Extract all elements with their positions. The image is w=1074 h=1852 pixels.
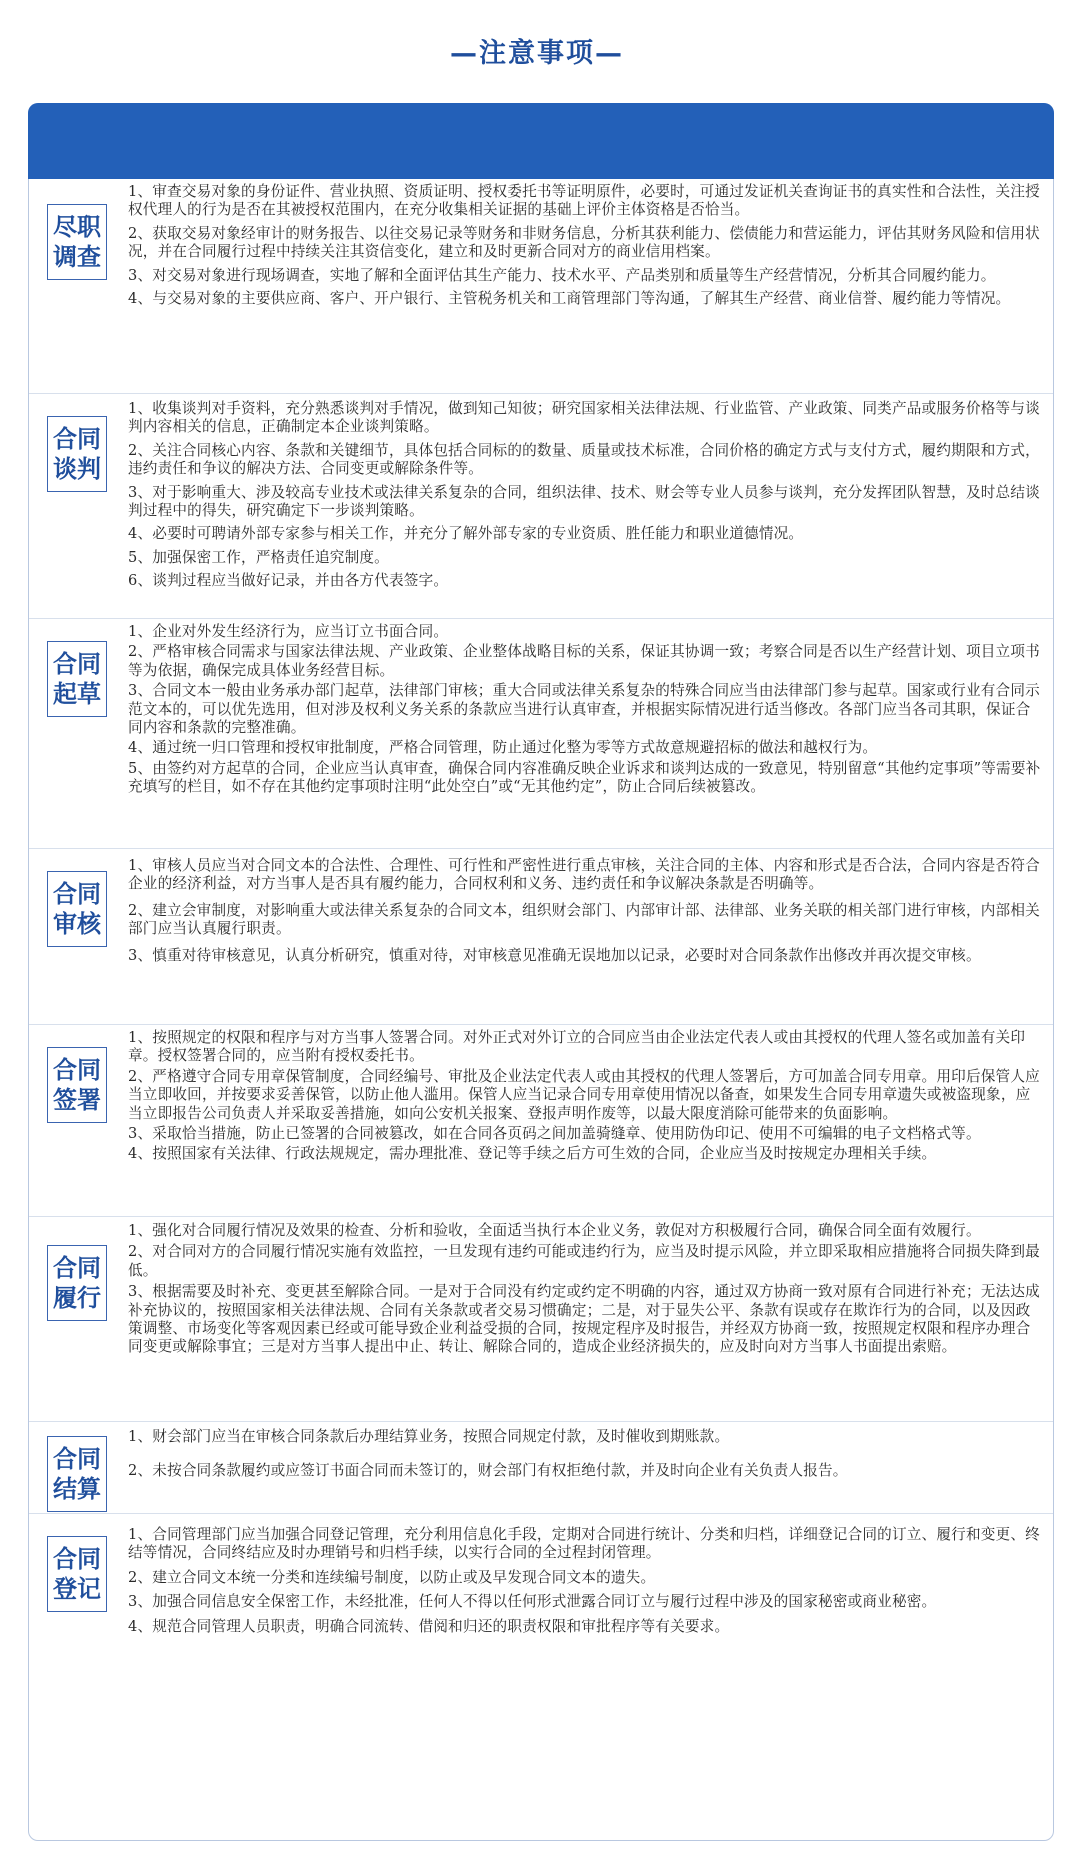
section-items [128, 183, 1045, 313]
page-header [0, 0, 1074, 100]
list-item: 4、与交易对象的主要供应商、客户、开户银行、主管税务机关和工商管理部门等沟通，了解其生产经营、商业信誉、履约能力等情况。 [128, 290, 1011, 308]
section-label: 合同 履行 [47, 1245, 107, 1321]
section-items [128, 1428, 1045, 1486]
section-items [128, 623, 1045, 799]
list-item: 1、合同管理部门应当加强合同登记管理，充分利用信息化手段，定期对合同进行统计、分类和归档，详细登记合同的订立、履行和变更、终结等情况，合同终结应及时办理销号和归档手续，以实行合同的全过程封闭管理。 [128, 1526, 1040, 1562]
section-label: 合同 起草 [47, 641, 107, 717]
section-label: 合同 谈判 [47, 416, 107, 492]
list-item: 4、按照国家有关法律、行政法规规定，需办理批准、登记等手续之后方可生效的合同，企业应当及时按规定办理相关手续。 [128, 1145, 937, 1163]
section-performance [29, 1216, 1053, 1421]
list-item: 1、按照规定的权限和程序与对方当事人签署合同。对外正式对外订立的合同应当由企业法定代表人或由其授权的代理人签名或加盖有关印章。授权签署合同的，应当附有授权委托书。 [128, 1029, 1026, 1065]
list-item: 2、获取交易对象经审计的财务报告、以往交易记录等财务和非财务信息，分析其获利能力、偿债能力和营运能力，评估其财务风险和信用状况，并在合同履行过程中持续关注其资信变化，建立和及时更新合同对方的商业信用档案。 [128, 224, 1040, 261]
list-item: 2、严格审核合同需求与国家法律法规、产业政策、企业整体战略目标的关系，保证其协调一致；考察合同是否以生产经营计划、项目立项书等为依据，确保完成具体业务经营目标。 [128, 643, 1040, 679]
page-title: —注意事项— [450, 37, 624, 69]
list-item: 2、建立会审制度，对影响重大或法律关系复杂的合同文本，组织财会部门、内部审计部、法律部、业务关联的相关部门进行审核，内部相关部门应当认真履行职责。 [128, 901, 1040, 938]
list-item: 2、关注合同核心内容、条款和关键细节，具体包括合同标的的数量、质量或技术标准，合同价格的确定方式与支付方式，履约期限和方式，违约责任和争议的解决方法、合同变更或解除条件等。 [128, 441, 1040, 478]
sections-list [29, 179, 1053, 1709]
section-items [128, 1526, 1045, 1641]
list-item: 5、加强保密工作，严格责任追究制度。 [128, 548, 389, 566]
card-header-bar [28, 103, 1054, 179]
list-item: 1、强化对合同履行情况及效果的检查、分析和验收，全面适当执行本企业义务，敦促对方积极履行合同，确保合同全面有效履行。 [128, 1222, 981, 1239]
list-item: 3、对于影响重大、涉及较高专业技术或法律关系复杂的合同，组织法律、技术、财会等专业人员参与谈判，充分发挥团队智慧，及时总结谈判过程中的得失，研究确定下一步谈判策略。 [128, 483, 1040, 520]
section-review [29, 848, 1053, 1024]
section-label: 合同 登记 [47, 1536, 107, 1612]
section-drafting [29, 618, 1053, 848]
section-items [128, 1029, 1045, 1166]
list-item: 2、对合同对方的合同履行情况实施有效监控，一旦发现有违约可能或违约行为，应当及时提示风险，并立即采取相应措施将合同损失降到最低。 [128, 1243, 1040, 1279]
section-registration [29, 1513, 1053, 1709]
list-item: 3、根据需要及时补充、变更甚至解除合同。一是对于合同没有约定或约定不明确的内容，通过双方协商一致对原有合同进行补充；无法达成补充协议的，按照国家相关法律法规、合同有关条款或者交易习惯确定；二是，对于显失公平、条款有误或存在欺诈行为的合同，以及因政策调整、市场变化等客观因素已经或可能导致企业利益受损的合同，按规定程序及时报告，并经双方协商一致，按照规定权限和程序办理合同变更或解除事宜；三是对方当事人提出中止、转让、解除合同的，造成企业经济损失的，应及时向对方当事人书面提出索赔。 [128, 1283, 1040, 1356]
section-signing [29, 1024, 1053, 1216]
section-label: 合同 签署 [47, 1047, 107, 1123]
list-item: 3、慎重对待审核意见，认真分析研究，慎重对待，对审核意见准确无误地加以记录，必要时对合同条款作出修改并再次提交审核。 [128, 946, 981, 964]
notice-card [28, 103, 1054, 1841]
list-item: 6、谈判过程应当做好记录，并由各方代表签字。 [128, 572, 449, 590]
list-item: 2、严格遵守合同专用章保管制度，合同经编号、审批及企业法定代表人或由其授权的代理人签署后，方可加盖合同专用章。用印后保管人应当立即收回，并按要求妥善保管，以防止他人滥用。保管人应当记录合同专用章使用情况以备查，如果发生合同专用章遗失或被盗现象，应当立即报告公司负责人并采取妥善措施，如向公安机关报案、登报声明作废等，以最大限度消除可能带来的负面影响。 [128, 1067, 1040, 1122]
list-item: 3、对交易对象进行现场调查，实地了解和全面评估其生产能力、技术水平、产品类别和质量等生产经营情况，分析其合同履约能力。 [128, 266, 996, 284]
list-item: 1、审核人员应当对合同文本的合法性、合理性、可行性和严密性进行重点审核，关注合同的主体、内容和形式是否合法，合同内容是否符合企业的经济利益，对方当事人是否具有履约能力，合同权利和义务、违约责任和争议解决条款是否明确等。 [128, 857, 1040, 893]
section-items [128, 1222, 1045, 1362]
list-item: 1、企业对外发生经济行为，应当订立书面合同。 [128, 623, 449, 640]
list-item: 1、收集谈判对手资料，充分熟悉谈判对手情况，做到知己知彼；研究国家相关法律法规、行业监管、产业政策、同类产品或服务价格等与谈判内容相关的信息，正确制定本企业谈判策略。 [128, 400, 1040, 436]
section-label: 尽职 调查 [47, 204, 107, 280]
list-item: 4、通过统一归口管理和授权审批制度，严格合同管理，防止通过化整为零等方式故意规避招标的做法和越权行为。 [128, 739, 878, 757]
list-item: 4、必要时可聘请外部专家参与相关工作，并充分了解外部专家的专业资质、胜任能力和职业道德情况。 [128, 525, 804, 543]
section-settlement [29, 1421, 1053, 1513]
section-items [128, 400, 1045, 596]
section-negotiation [29, 393, 1053, 618]
list-item: 3、采取恰当措施，防止已签署的合同被篡改，如在合同各页码之间加盖骑缝章、使用防伪印记、使用不可编辑的电子文档格式等。 [128, 1125, 981, 1143]
section-due-diligence [29, 179, 1053, 393]
list-item: 3、加强合同信息安全保密工作，未经批准，任何人不得以任何形式泄露合同订立与履行过程中涉及的国家秘密或商业秘密。 [128, 1593, 937, 1611]
section-label: 合同 审核 [47, 871, 107, 947]
list-item: 5、由签约对方起草的合同，企业应当认真审查，确保合同内容准确反映企业诉求和谈判达成的一致意见，特别留意“其他约定事项”等需要补充填写的栏目，如不存在其他约定事项时注明“此处空白”或“无其他约定”，防止合同后续被篡改。 [128, 759, 1041, 796]
list-item: 3、合同文本一般由业务承办部门起草，法律部门审核；重大合同或法律关系复杂的特殊合同应当由法律部门参与起草。国家或行业有合同示范文本的，可以优先选用，但对涉及权利义务关系的条款应当进行认真审查，并根据实际情况进行适当修改。各部门应当各司其职，保证合同内容和条款的完整准确。 [128, 682, 1040, 737]
list-item: 2、未按合同条款履约或应签订书面合同而未签订的，财会部门有权拒绝付款，并及时向企业有关负责人报告。 [128, 1462, 848, 1480]
list-item: 1、审查交易对象的身份证件、营业执照、资质证明、授权委托书等证明原件，必要时，可通过发证机关查询证书的真实性和合法性，关注授权代理人的行为是否在其被授权范围内，在充分收集相关证据的基础上评价主体资格是否恰当。 [128, 183, 1040, 219]
list-item: 1、财会部门应当在审核合同条款后办理结算业务，按照合同规定付款，及时催收到期账款。 [128, 1428, 730, 1445]
section-label: 合同 结算 [47, 1436, 107, 1512]
section-items [128, 857, 1045, 970]
list-item: 4、规范合同管理人员职责，明确合同流转、借阅和归还的职责权限和审批程序等有关要求。 [128, 1617, 730, 1635]
list-item: 2、建立合同文本统一分类和连续编号制度，以防止或及早发现合同文本的遗失。 [128, 1568, 656, 1586]
